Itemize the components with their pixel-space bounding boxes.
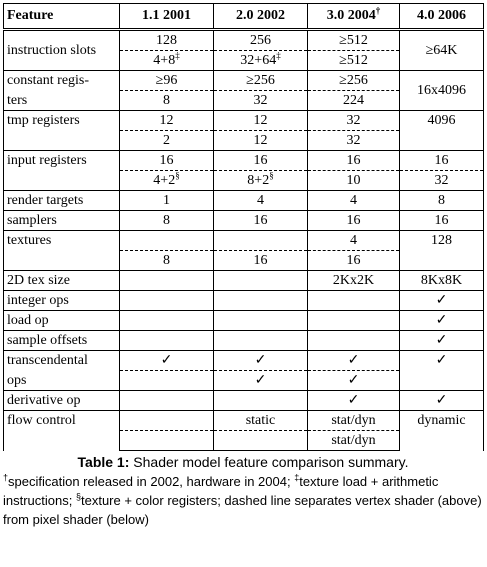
- cell-value: 10: [308, 171, 400, 191]
- cell-value: [214, 311, 308, 331]
- cell-value: 12: [214, 131, 308, 151]
- cell-value: 8Kx8K: [400, 271, 484, 291]
- cell-value: [120, 371, 214, 391]
- cell-value: [214, 431, 308, 451]
- header-shader-model-2-0: 2.0 2002: [214, 4, 308, 30]
- cell-value: [308, 331, 400, 351]
- table-row-tmp-registers-vertex: [4, 111, 484, 131]
- cell-value: 2Kx2K: [308, 271, 400, 291]
- cell-value: 16x4096: [400, 71, 484, 111]
- cell-value: [214, 171, 308, 191]
- cell-value: 16: [400, 151, 484, 171]
- cell-value: [120, 331, 214, 351]
- caption-title-line: [3, 453, 483, 472]
- row-label-derivative-op: derivative op: [4, 391, 120, 411]
- checkmark-icon: ✓: [400, 331, 484, 351]
- header-shader-model-3-0-text: 3.0 2004: [326, 8, 376, 23]
- header-shader-model-1-1: 1.1 2001: [120, 4, 214, 30]
- cell-value: 12: [120, 111, 214, 131]
- table-caption: [3, 453, 483, 529]
- row-label-instruction-slots: instruction slots: [4, 30, 120, 71]
- cell-value: 4: [308, 191, 400, 211]
- table-row-sample-offsets: [4, 331, 484, 351]
- checkmark-icon: ✓: [120, 351, 214, 371]
- cell-value: 224: [308, 91, 400, 111]
- cell-value: 16: [214, 251, 308, 271]
- cell-value: 4096: [400, 111, 484, 151]
- row-label-load-op: load op: [4, 311, 120, 331]
- cell-value: 32: [308, 111, 400, 131]
- cell-value: ≥256: [214, 71, 308, 91]
- row-label-samplers: samplers: [4, 211, 120, 231]
- cell-value: 8: [120, 251, 214, 271]
- caption-footnotes: [3, 472, 483, 529]
- cell-value: 32: [308, 131, 400, 151]
- cell-value: 32: [400, 171, 484, 191]
- cell-value: 128: [120, 30, 214, 51]
- cell-value: [308, 311, 400, 331]
- double-dagger-mark: ‡: [276, 50, 281, 61]
- table-row-samplers: [4, 211, 484, 231]
- table-row-textures-vertex: [4, 231, 484, 251]
- cell-value: [214, 51, 308, 71]
- cell-value: [120, 171, 214, 191]
- table-row-instruction-slots-vertex: [4, 30, 484, 51]
- cell-value: [120, 271, 214, 291]
- section-mark: §: [175, 170, 180, 181]
- cell-text: 32+64: [240, 53, 277, 68]
- cell-value: ≥256: [308, 71, 400, 91]
- dagger-footnote-mark: †: [375, 5, 381, 16]
- header-shader-model-3-0: [308, 4, 400, 30]
- dagger-mark: †: [3, 472, 9, 483]
- row-label-sample-offsets: sample offsets: [4, 331, 120, 351]
- cell-value: 256: [214, 30, 308, 51]
- checkmark-icon: ✓: [308, 371, 400, 391]
- row-label-input-registers: input registers: [4, 151, 120, 191]
- cell-value: [214, 331, 308, 351]
- row-label-flow-control: flow control: [4, 411, 120, 451]
- checkmark-icon: ✓: [308, 351, 400, 371]
- cell-value: 16: [214, 151, 308, 171]
- cell-value: 16: [214, 211, 308, 231]
- cell-value: ≥64K: [400, 30, 484, 71]
- cell-value: 32: [214, 91, 308, 111]
- cell-value: 16: [308, 211, 400, 231]
- checkmark-icon: ✓: [400, 351, 484, 391]
- row-label-textures: textures: [4, 231, 120, 271]
- cell-value: 16: [308, 251, 400, 271]
- row-label-integer-ops: integer ops: [4, 291, 120, 311]
- cell-value: [214, 291, 308, 311]
- table-row-constant-registers-vertex: [4, 71, 484, 91]
- section-mark: §: [269, 170, 274, 181]
- double-dagger-mark: ‡: [294, 472, 300, 483]
- cell-value: [308, 291, 400, 311]
- footnote-dagger: specification released in 2002, hardware in 2004;: [8, 474, 295, 489]
- cell-value: [214, 391, 308, 411]
- cell-value: 2: [120, 131, 214, 151]
- cell-value: stat/dyn: [308, 411, 400, 431]
- row-label-transcendental-ops-cont: ops: [4, 371, 120, 391]
- table-row-transcendental-ops-vertex: [4, 351, 484, 371]
- cell-value: 4: [214, 191, 308, 211]
- header-shader-model-4-0: 4.0 2006: [400, 4, 484, 30]
- header-feature: Feature: [4, 4, 120, 30]
- table-row-integer-ops: [4, 291, 484, 311]
- table-row-input-registers-vertex: [4, 151, 484, 171]
- cell-value: 128: [400, 231, 484, 271]
- cell-text: 4+8: [153, 53, 176, 68]
- caption-label: Table 1:: [77, 454, 130, 470]
- cell-value: 16: [400, 211, 484, 231]
- cell-value: static: [214, 411, 308, 431]
- table-row-2d-tex-size: [4, 271, 484, 291]
- row-label-tmp-registers: tmp registers: [4, 111, 120, 151]
- row-label-2d-tex-size: 2D tex size: [4, 271, 120, 291]
- cell-value: 4: [308, 231, 400, 251]
- cell-value: ≥96: [120, 71, 214, 91]
- checkmark-icon: ✓: [214, 371, 308, 391]
- cell-value: 8: [400, 191, 484, 211]
- cell-value: 12: [214, 111, 308, 131]
- cell-value: [120, 391, 214, 411]
- cell-value: stat/dyn: [308, 431, 400, 451]
- cell-value: [214, 271, 308, 291]
- cell-value: [120, 291, 214, 311]
- footnote-section: texture + color registers; dashed line separates vertex shader (above) from pixel shader (below): [3, 493, 482, 527]
- checkmark-icon: ✓: [400, 291, 484, 311]
- cell-text: 8+2: [247, 173, 270, 188]
- document-page: [3, 3, 483, 529]
- cell-value: [120, 231, 214, 251]
- cell-text: 4+2: [153, 173, 176, 188]
- feature-comparison-table: [3, 3, 484, 451]
- cell-value: 16: [308, 151, 400, 171]
- table-row-render-targets: [4, 191, 484, 211]
- footnote-double-dagger: texture load + arithmetic instructions;: [3, 474, 439, 508]
- double-dagger-mark: ‡: [175, 50, 180, 61]
- checkmark-icon: ✓: [214, 351, 308, 371]
- cell-value: 16: [120, 151, 214, 171]
- cell-value: ≥512: [308, 30, 400, 51]
- cell-value: [120, 411, 214, 431]
- cell-value: [120, 431, 214, 451]
- checkmark-icon: ✓: [308, 391, 400, 411]
- cell-value: 1: [120, 191, 214, 211]
- cell-value: dynamic: [400, 411, 484, 451]
- row-label-constant-registers: constant regis-: [4, 71, 120, 91]
- row-label-transcendental-ops: transcendental: [4, 351, 120, 371]
- checkmark-icon: ✓: [400, 311, 484, 331]
- table-row-derivative-op: [4, 391, 484, 411]
- table-row-load-op: [4, 311, 484, 331]
- table-row-flow-control-vertex: [4, 411, 484, 431]
- checkmark-icon: ✓: [400, 391, 484, 411]
- cell-value: [214, 231, 308, 251]
- cell-value: 8: [120, 211, 214, 231]
- cell-value: 8: [120, 91, 214, 111]
- table-header-row: [4, 4, 484, 30]
- row-label-render-targets: render targets: [4, 191, 120, 211]
- cell-value: [120, 51, 214, 71]
- cell-value: ≥512: [308, 51, 400, 71]
- row-label-constant-registers-cont: ters: [4, 91, 120, 111]
- cell-value: [120, 311, 214, 331]
- caption-title: Shader model feature comparison summary.: [129, 454, 409, 470]
- section-mark: §: [75, 491, 81, 502]
